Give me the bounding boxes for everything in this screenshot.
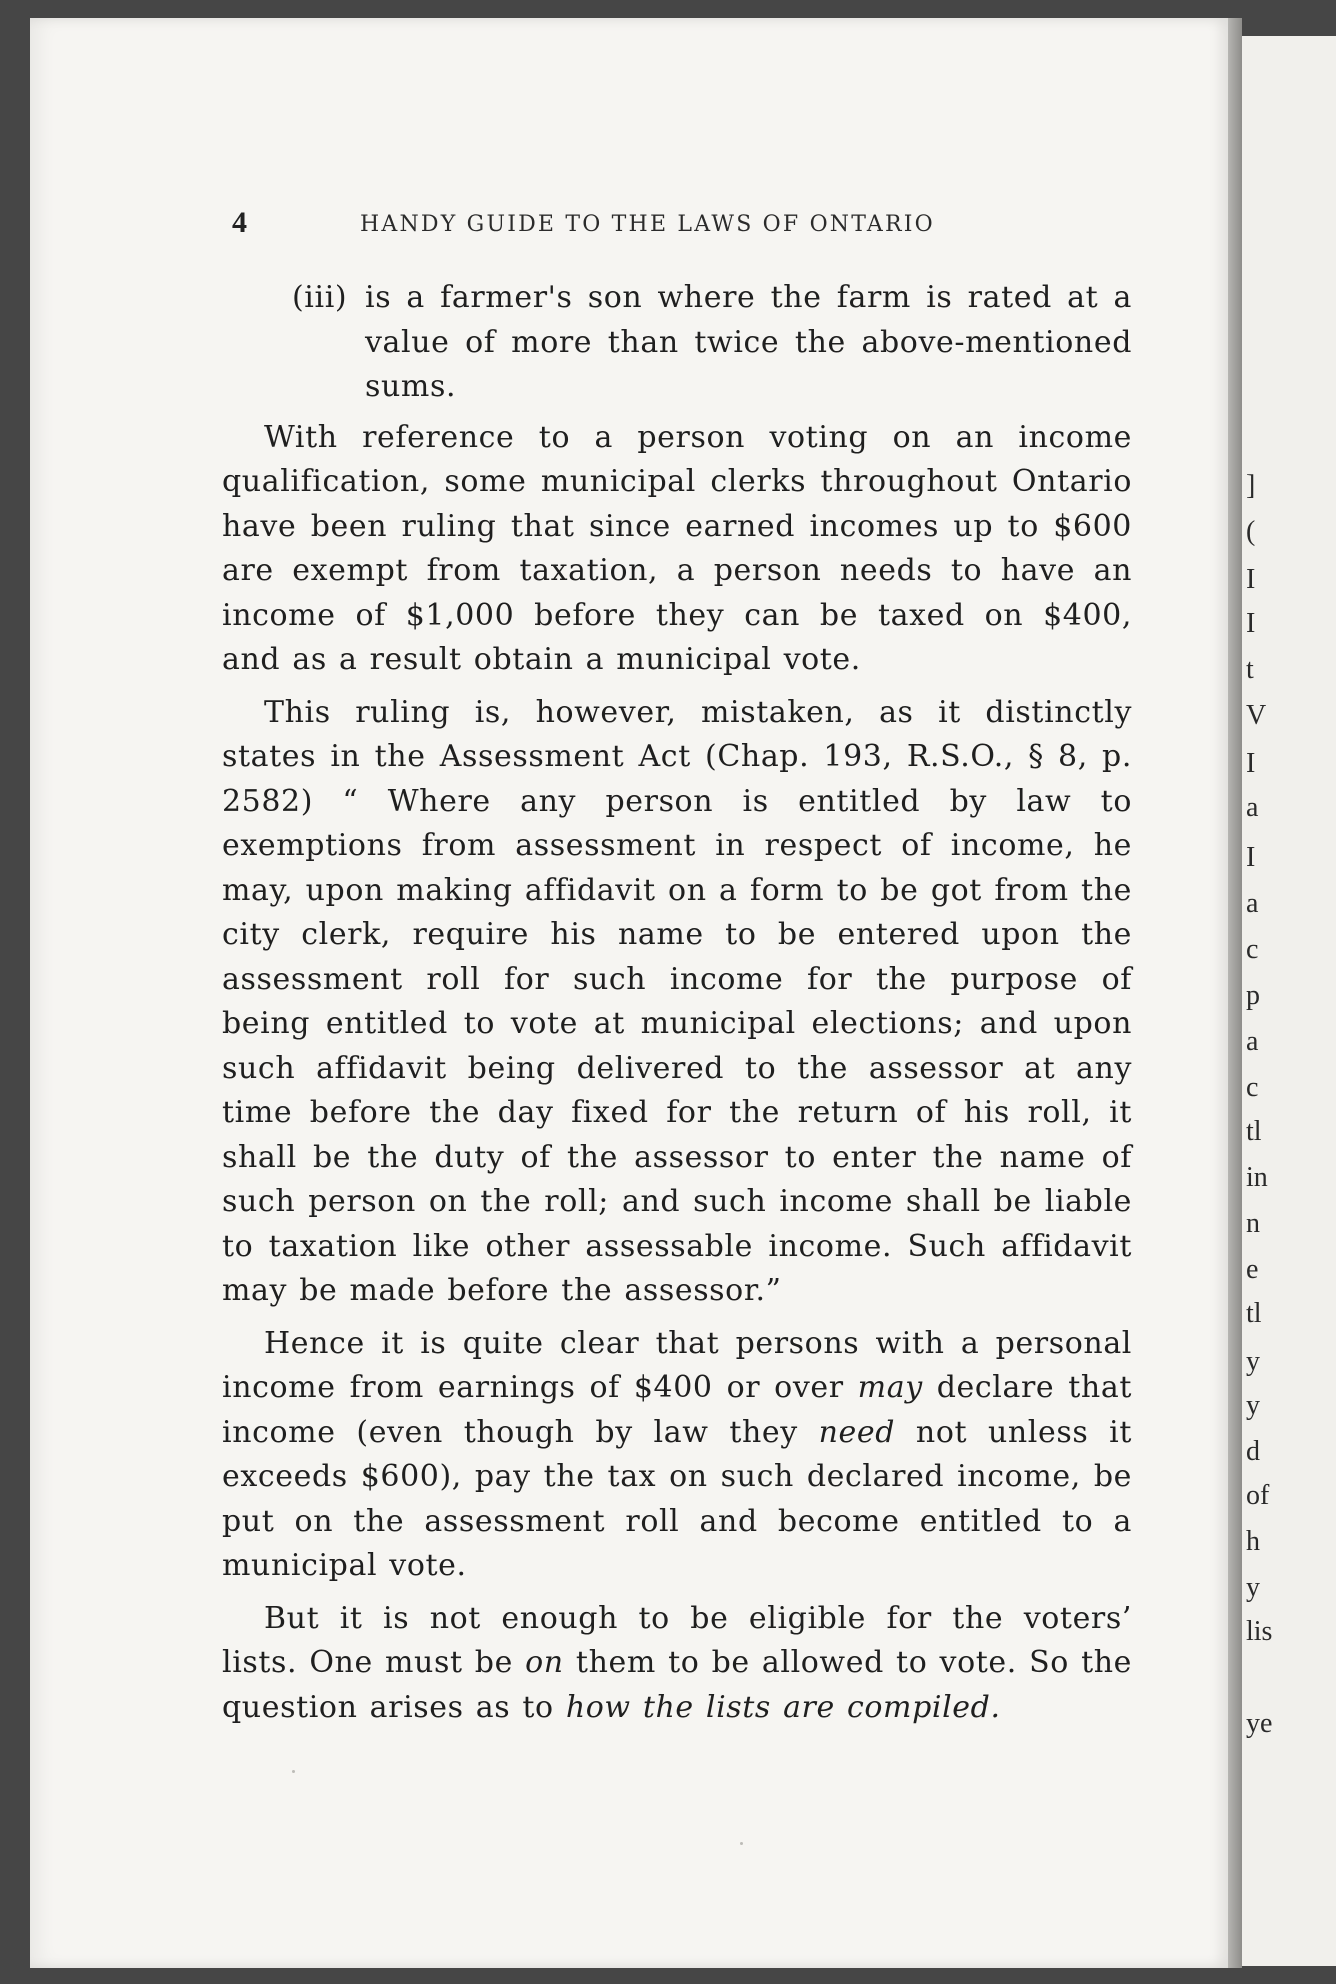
- text-run: But it is not enough to be eligible for the voters’ lists. One must be: [222, 1600, 1132, 1680]
- facing-page-fragment: y: [1246, 1346, 1260, 1377]
- emphasis-on: on: [525, 1645, 564, 1680]
- facing-page-fragment: tl: [1246, 1298, 1262, 1329]
- body-text: [222, 276, 1132, 1730]
- list-item-marker: (iii): [292, 280, 348, 315]
- facing-page-fragment: n: [1246, 1208, 1260, 1239]
- facing-page-fragment: y: [1246, 1390, 1260, 1421]
- facing-page-fragment: t: [1246, 654, 1254, 685]
- facing-page-fragment: y: [1246, 1572, 1260, 1603]
- emphasis-how-lists-compiled: how the lists are compiled.: [565, 1689, 1001, 1725]
- facing-page-fragment: lis: [1246, 1616, 1273, 1647]
- facing-page-fragment: a: [1246, 1026, 1259, 1057]
- page-number: 4: [232, 206, 247, 239]
- paragraph-conclusion: [222, 1322, 1132, 1589]
- facing-page-fragment: I: [1246, 564, 1256, 595]
- list-item-text: is a farmer's son where the farm is rated at a value of more than twice the above-mentioned sums.: [365, 280, 1132, 404]
- page-header: [232, 206, 1132, 246]
- facing-page-fragment: d: [1246, 1436, 1260, 1467]
- paragraph-voters-lists: [222, 1597, 1132, 1731]
- facing-page-fragment: c: [1246, 934, 1259, 965]
- facing-page-edge: [1242, 36, 1336, 1966]
- text-run: Hence it is quite clear that persons with a personal income from earnings of $400 or over: [222, 1325, 1132, 1405]
- facing-page-fragment: tl: [1246, 1116, 1262, 1147]
- text-run: declare that income (even though by law they: [222, 1370, 1132, 1450]
- emphasis-need: need: [818, 1414, 896, 1450]
- paper-speck: [292, 1770, 295, 1773]
- text-run: not unless it exceeds $600), pay the tax on such declared income, be put on the assessment roll and become entitled to a municipal vote.: [222, 1414, 1132, 1583]
- paragraph-assessment-act: This ruling is, however, mistaken, as it distinctly states in the Assessment Act (Chap. 193, R.S.O., § 8, p. 2582) “ Where any person is entitled by law to exemptions from assessment in respect of income, he may, upon making affidavit on a form to be got from the city clerk, require his name to be entered upon the assessment roll for such income for the purpose of being entitled to vote at municipal elections; and upon such affidavit being delivered to the assessor at any time before the day fixed for the return of his roll, it shall be the duty of the assessor to enter the name of such person on the roll; and such income shall be liable to taxation like other assessable income. Such affidavit may be made before the assessor.”: [222, 694, 1132, 1308]
- facing-page-fragment: I: [1246, 748, 1256, 779]
- facing-page-fragment: h: [1246, 1526, 1260, 1557]
- paper-speck: [740, 1842, 743, 1845]
- facing-page-fragment: in: [1246, 1162, 1268, 1193]
- facing-page-fragment: V: [1246, 700, 1267, 731]
- paragraph-income-qualification: With reference to a person voting on an income qualification, some municipal clerks throughout Ontario have been ruling that since earned incomes up to $600 are exempt from taxation, a person needs to have an income of $1,000 before they can be taxed on $400, and as a result obtain a municipal vote.: [222, 419, 1132, 677]
- facing-page-fragment: of: [1246, 1480, 1270, 1511]
- facing-page-fragment: a: [1246, 888, 1259, 919]
- facing-page-fragment: c: [1246, 1072, 1259, 1103]
- facing-page-fragment: ye: [1246, 1708, 1273, 1739]
- facing-page-fragment: e: [1246, 1254, 1259, 1285]
- facing-page-fragment: a: [1246, 792, 1259, 823]
- text-run: them to be allowed to vote. So the question arises as to: [222, 1645, 1133, 1725]
- list-item-iii: [222, 276, 1132, 410]
- facing-page-fragment: (: [1246, 516, 1256, 547]
- facing-page-fragment: I: [1246, 842, 1256, 873]
- facing-page-fragment: I: [1246, 608, 1256, 639]
- running-head: HANDY GUIDE TO THE LAWS OF ONTARIO: [360, 212, 935, 237]
- facing-page-fragment: p: [1246, 980, 1260, 1011]
- facing-page-fragment: ]: [1246, 470, 1256, 501]
- emphasis-may: may: [857, 1370, 923, 1405]
- page-gutter: [1228, 18, 1242, 1968]
